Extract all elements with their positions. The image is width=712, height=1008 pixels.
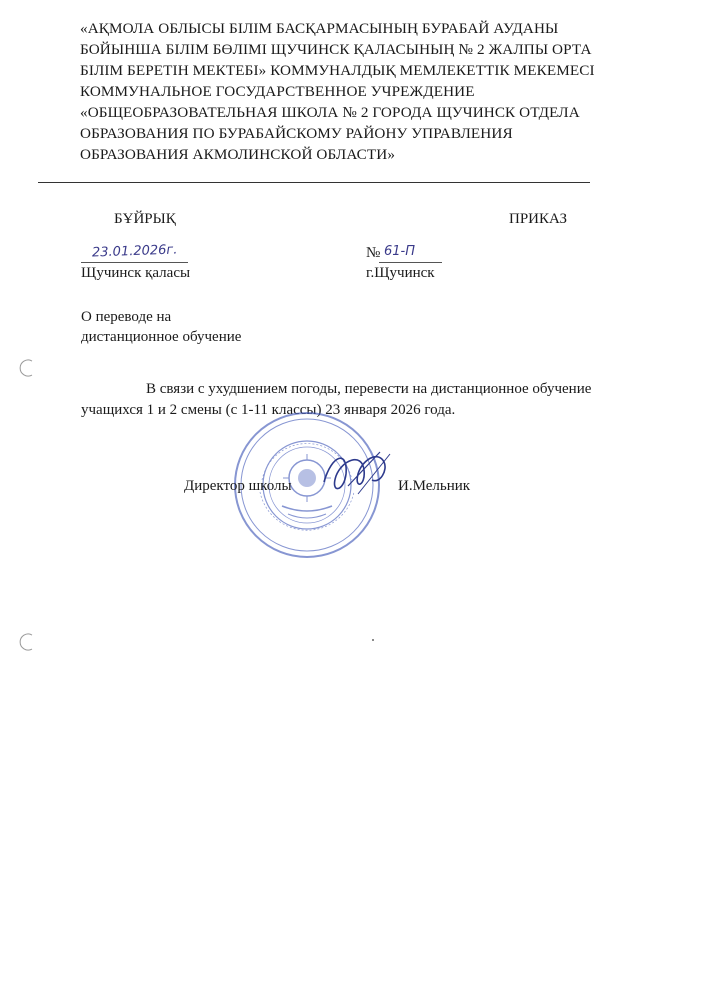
paper-speck <box>372 639 374 641</box>
subject-line: дистанционное обучение <box>81 329 242 345</box>
signer-title: Директор школы <box>184 478 292 494</box>
subject-line: О переводе на <box>81 309 172 325</box>
header-line: «ОБЩЕОБРАЗОВАТЕЛЬНАЯ ШКОЛА № 2 ГОРОДА ЩУЧИНСК ОТДЕЛА <box>80 104 580 121</box>
punch-hole-mark <box>18 358 38 378</box>
city-ru: г.Щучинск <box>366 265 435 281</box>
body-line: В связи с ухудшением погоды, перевести на дистанционное обучение <box>146 381 592 397</box>
order-title-kz: БҰЙРЫҚ <box>114 211 176 227</box>
order-title-ru: ПРИКАЗ <box>509 211 567 227</box>
signer-name: И.Мельник <box>398 478 471 494</box>
header-line: БОЙЫНША БІЛІМ БӨЛІМІ ЩУЧИНСК ҚАЛАСЫНЫҢ № 2 ЖАЛПЫ ОРТА <box>80 41 592 58</box>
organization-header <box>80 18 640 165</box>
order-number-handwritten: 61-П <box>384 244 416 259</box>
header-line: «АҚМОЛА ОБЛЫСЫ БІЛІМ БАСҚАРМАСЫНЫҢ БУРАБАЙ АУДАНЫ <box>80 20 559 37</box>
header-line: КОММУНАЛЬНОЕ ГОСУДАРСТВЕННОЕ УЧРЕЖДЕНИЕ <box>80 83 475 100</box>
header-line: ОБРАЗОВАНИЯ АКМОЛИНСКОЙ ОБЛАСТИ» <box>80 146 396 163</box>
punch-hole-mark <box>18 632 38 652</box>
order-subject <box>81 307 241 347</box>
order-date-handwritten: 23.01.2026г. <box>91 242 178 261</box>
order-number-label: № <box>366 245 381 261</box>
header-divider <box>38 182 590 183</box>
date-underline <box>81 262 188 263</box>
header-line: БІЛІМ БЕРЕТІН МЕКТЕБІ» КОММУНАЛДЫҚ МЕМЛЕКЕТТІК МЕКЕМЕСІ <box>80 62 595 79</box>
body-line: учащихся 1 и 2 смены (с 1-11 классы) 23 января 2026 года. <box>81 402 456 418</box>
city-kz: Щучинск қаласы <box>81 265 191 281</box>
number-underline <box>379 262 442 263</box>
director-signature <box>318 440 398 510</box>
header-line: ОБРАЗОВАНИЯ ПО БУРАБАЙСКОМУ РАЙОНУ УПРАВЛЕНИЯ <box>80 125 513 142</box>
